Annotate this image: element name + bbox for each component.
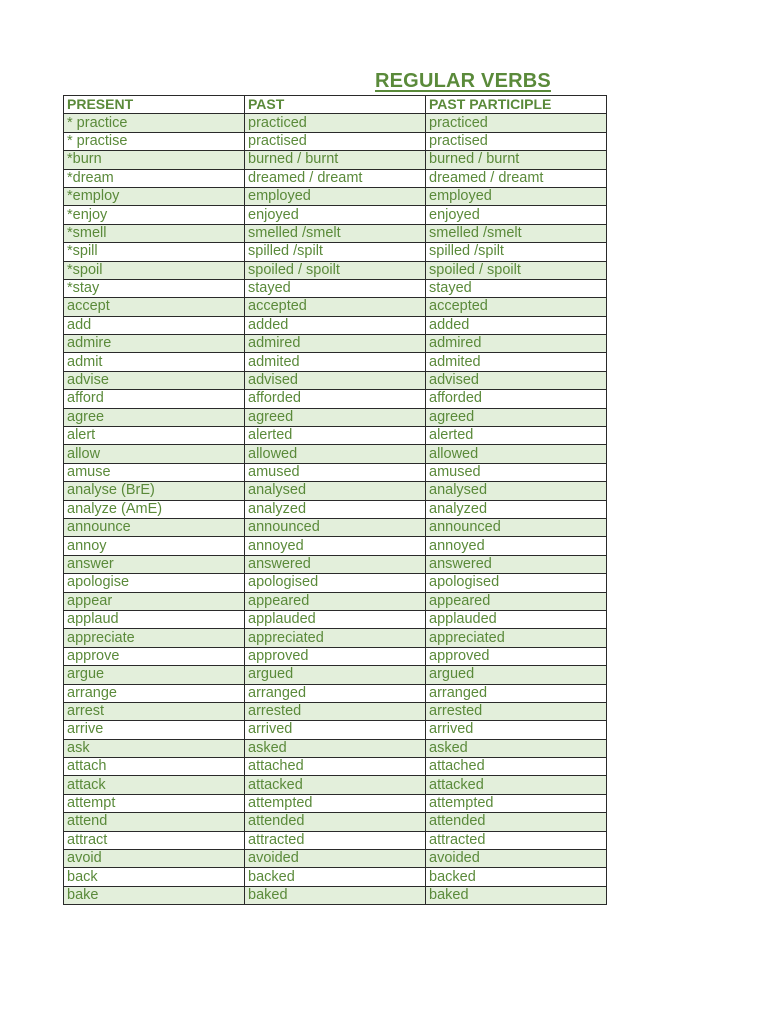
table-row — [64, 518, 607, 536]
past-cell: arrived — [245, 721, 426, 739]
past-participle-cell: alerted — [426, 427, 607, 445]
past-cell: appreciated — [245, 629, 426, 647]
past-participle-cell: accepted — [426, 298, 607, 316]
table-row — [64, 482, 607, 500]
table-row — [64, 868, 607, 886]
past-participle-cell: enjoyed — [426, 206, 607, 224]
header-past-participle: PAST PARTICIPLE — [426, 96, 607, 114]
past-participle-cell: admited — [426, 353, 607, 371]
past-cell: attended — [245, 813, 426, 831]
present-cell: add — [64, 316, 245, 334]
past-participle-cell: advised — [426, 371, 607, 389]
past-cell: analyzed — [245, 500, 426, 518]
present-cell: answer — [64, 555, 245, 573]
past-cell: arrested — [245, 702, 426, 720]
table-row — [64, 169, 607, 187]
past-cell: alerted — [245, 427, 426, 445]
past-participle-cell: attacked — [426, 776, 607, 794]
table-row — [64, 666, 607, 684]
verbs-table — [63, 95, 607, 905]
past-cell: asked — [245, 739, 426, 757]
past-participle-cell: burned / burnt — [426, 151, 607, 169]
table-row — [64, 353, 607, 371]
table-row — [64, 574, 607, 592]
past-participle-cell: employed — [426, 187, 607, 205]
table-row — [64, 261, 607, 279]
past-cell: dreamed / dreamt — [245, 169, 426, 187]
past-participle-cell: baked — [426, 886, 607, 904]
past-cell: avoided — [245, 850, 426, 868]
table-row — [64, 224, 607, 242]
past-participle-cell: appeared — [426, 592, 607, 610]
past-cell: answered — [245, 555, 426, 573]
present-cell: appreciate — [64, 629, 245, 647]
past-participle-cell: analysed — [426, 482, 607, 500]
past-cell: accepted — [245, 298, 426, 316]
table-row — [64, 629, 607, 647]
past-participle-cell: smelled /smelt — [426, 224, 607, 242]
past-participle-cell: backed — [426, 868, 607, 886]
table-row — [64, 794, 607, 812]
past-cell: attacked — [245, 776, 426, 794]
table-row — [64, 151, 607, 169]
past-participle-cell: attracted — [426, 831, 607, 849]
table-row — [64, 647, 607, 665]
table-row — [64, 610, 607, 628]
header-row — [64, 96, 607, 114]
present-cell: amuse — [64, 463, 245, 481]
present-cell: *burn — [64, 151, 245, 169]
table-row — [64, 684, 607, 702]
header-past: PAST — [245, 96, 426, 114]
past-participle-cell: answered — [426, 555, 607, 573]
past-participle-cell: apologised — [426, 574, 607, 592]
past-cell: burned / burnt — [245, 151, 426, 169]
present-cell: back — [64, 868, 245, 886]
past-cell: annoyed — [245, 537, 426, 555]
table-row — [64, 243, 607, 261]
table-row — [64, 132, 607, 150]
present-cell: attack — [64, 776, 245, 794]
table-row — [64, 206, 607, 224]
past-cell: enjoyed — [245, 206, 426, 224]
page-title: REGULAR VERBS — [375, 70, 551, 92]
past-participle-cell: avoided — [426, 850, 607, 868]
table-row — [64, 114, 607, 132]
present-cell: * practise — [64, 132, 245, 150]
present-cell: *employ — [64, 187, 245, 205]
table-row — [64, 445, 607, 463]
past-participle-cell: practised — [426, 132, 607, 150]
past-participle-cell: attempted — [426, 794, 607, 812]
table-row — [64, 886, 607, 904]
past-participle-cell: attached — [426, 758, 607, 776]
past-cell: practised — [245, 132, 426, 150]
table-row — [64, 408, 607, 426]
past-participle-cell: spilled /spilt — [426, 243, 607, 261]
present-cell: bake — [64, 886, 245, 904]
past-participle-cell: stayed — [426, 279, 607, 297]
past-cell: attempted — [245, 794, 426, 812]
present-cell: alert — [64, 427, 245, 445]
past-participle-cell: arranged — [426, 684, 607, 702]
present-cell: analyse (BrE) — [64, 482, 245, 500]
present-cell: attract — [64, 831, 245, 849]
table-row — [64, 371, 607, 389]
table-row — [64, 776, 607, 794]
present-cell: attempt — [64, 794, 245, 812]
past-cell: applauded — [245, 610, 426, 628]
table-row — [64, 500, 607, 518]
past-cell: practiced — [245, 114, 426, 132]
table-row — [64, 721, 607, 739]
past-participle-cell: announced — [426, 518, 607, 536]
past-cell: announced — [245, 518, 426, 536]
present-cell: accept — [64, 298, 245, 316]
past-cell: spilled /spilt — [245, 243, 426, 261]
table-row — [64, 850, 607, 868]
present-cell: *enjoy — [64, 206, 245, 224]
past-participle-cell: arrived — [426, 721, 607, 739]
present-cell: agree — [64, 408, 245, 426]
table-row — [64, 758, 607, 776]
present-cell: afford — [64, 390, 245, 408]
present-cell: ask — [64, 739, 245, 757]
present-cell: arrest — [64, 702, 245, 720]
table-row — [64, 335, 607, 353]
table-row — [64, 537, 607, 555]
table-row — [64, 298, 607, 316]
present-cell: attend — [64, 813, 245, 831]
present-cell: annoy — [64, 537, 245, 555]
past-cell: argued — [245, 666, 426, 684]
present-cell: *stay — [64, 279, 245, 297]
present-cell: attach — [64, 758, 245, 776]
past-participle-cell: afforded — [426, 390, 607, 408]
table-row — [64, 739, 607, 757]
present-cell: admire — [64, 335, 245, 353]
past-cell: arranged — [245, 684, 426, 702]
past-participle-cell: analyzed — [426, 500, 607, 518]
past-cell: agreed — [245, 408, 426, 426]
past-cell: added — [245, 316, 426, 334]
present-cell: avoid — [64, 850, 245, 868]
verbs-body — [64, 114, 607, 905]
present-cell: argue — [64, 666, 245, 684]
past-participle-cell: amused — [426, 463, 607, 481]
past-cell: stayed — [245, 279, 426, 297]
past-cell: advised — [245, 371, 426, 389]
past-cell: allowed — [245, 445, 426, 463]
present-cell: arrive — [64, 721, 245, 739]
table-row — [64, 592, 607, 610]
past-cell: attracted — [245, 831, 426, 849]
present-cell: admit — [64, 353, 245, 371]
present-cell: applaud — [64, 610, 245, 628]
header-present: PRESENT — [64, 96, 245, 114]
past-cell: attached — [245, 758, 426, 776]
past-participle-cell: added — [426, 316, 607, 334]
present-cell: allow — [64, 445, 245, 463]
past-participle-cell: spoiled / spoilt — [426, 261, 607, 279]
past-participle-cell: arrested — [426, 702, 607, 720]
past-cell: admired — [245, 335, 426, 353]
past-cell: analysed — [245, 482, 426, 500]
past-cell: approved — [245, 647, 426, 665]
table-row — [64, 427, 607, 445]
table-row — [64, 702, 607, 720]
table-row — [64, 279, 607, 297]
past-cell: appeared — [245, 592, 426, 610]
table-row — [64, 813, 607, 831]
table-row — [64, 463, 607, 481]
past-cell: admited — [245, 353, 426, 371]
past-participle-cell: attended — [426, 813, 607, 831]
present-cell: *spill — [64, 243, 245, 261]
present-cell: analyze (AmE) — [64, 500, 245, 518]
past-participle-cell: asked — [426, 739, 607, 757]
table-row — [64, 831, 607, 849]
past-cell: employed — [245, 187, 426, 205]
past-participle-cell: practiced — [426, 114, 607, 132]
past-cell: apologised — [245, 574, 426, 592]
past-participle-cell: applauded — [426, 610, 607, 628]
past-participle-cell: approved — [426, 647, 607, 665]
present-cell: arrange — [64, 684, 245, 702]
present-cell: advise — [64, 371, 245, 389]
present-cell: appear — [64, 592, 245, 610]
present-cell: *smell — [64, 224, 245, 242]
table-row — [64, 390, 607, 408]
past-cell: afforded — [245, 390, 426, 408]
present-cell: announce — [64, 518, 245, 536]
table-row — [64, 187, 607, 205]
past-participle-cell: agreed — [426, 408, 607, 426]
present-cell: * practice — [64, 114, 245, 132]
present-cell: *spoil — [64, 261, 245, 279]
past-cell: amused — [245, 463, 426, 481]
past-cell: backed — [245, 868, 426, 886]
past-cell: smelled /smelt — [245, 224, 426, 242]
past-participle-cell: allowed — [426, 445, 607, 463]
past-participle-cell: dreamed / dreamt — [426, 169, 607, 187]
past-cell: spoiled / spoilt — [245, 261, 426, 279]
present-cell: apologise — [64, 574, 245, 592]
past-participle-cell: admired — [426, 335, 607, 353]
past-participle-cell: appreciated — [426, 629, 607, 647]
table-row — [64, 555, 607, 573]
table-row — [64, 316, 607, 334]
past-participle-cell: annoyed — [426, 537, 607, 555]
present-cell: *dream — [64, 169, 245, 187]
past-participle-cell: argued — [426, 666, 607, 684]
past-cell: baked — [245, 886, 426, 904]
present-cell: approve — [64, 647, 245, 665]
